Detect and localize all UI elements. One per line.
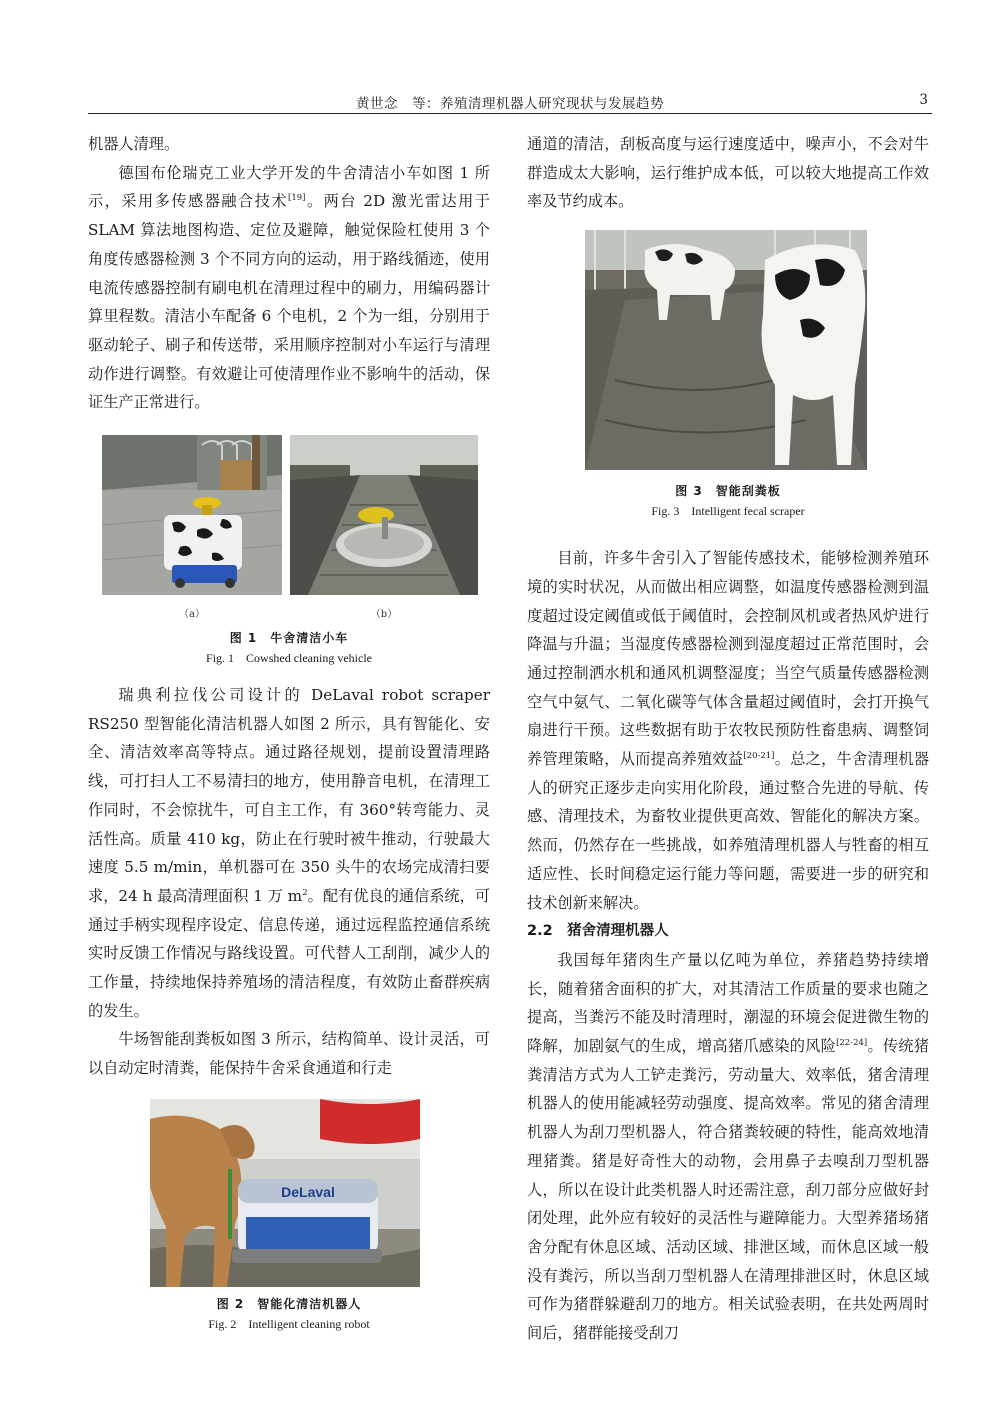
figure-2-caption-zh: 图 2 智能化清洁机器人 [216, 1296, 362, 1311]
figure-3-caption-zh: 图 3 智能刮粪板 [675, 484, 781, 499]
paragraph-pig-house: 我国每年猪肉生产量以亿吨为单位，养猪趋势持续增长，随着猪舍面积的扩大，对其清洁工作质量的要求也随之提高，当粪污不能及时清理时，潮湿的环境会促进微生物的降解，加剧氨气的生成，增高猪爪感染的风险[22-24]。传统猪粪清洁方式为人工铲走粪污，劳动量大、效率低，猪舍清理机器人的使用能减轻劳动强度、提高效率。常见的猪舍清理机器人为刮刀型机器人，符合猪粪较硬的特性，能高效地清理猪粪。猪是好奇性大的动物，会用鼻子去嗅刮刀型机器人，所以在设计此类机器人时还需注意，刮刀部分应做好封闭处理，此外应有较好的灵活性与避障能力。大型养猪场猪舍分配有休息区域、活动区域、排泄区域，而休息区域一般没有粪污，所以当刮刀型机器人在清理排泄区时，休息区域可作为猪群躲避刮刀的地方。相关试验表明，在共处两周时间后，猪群能接受刮刀 [527, 950, 930, 1343]
citation-20-21: [20-21] [743, 751, 775, 762]
figure-3 [527, 230, 929, 538]
superscript-2: 2 [302, 887, 308, 898]
paragraph-delaval: 瑞典利拉伐公司设计的 DeLaval robot scraper RS250 型智能化清洁机器人如图 2 所示，具有智能化、安全、清洁效率高等特点。通过路径规划，提前设置清理路线，可打扫人工不易清扫的地方，使用静音电机，在清理工作同时，不会惊扰牛，可自主工作，有 360°转弯能力、灵活性高。质量 410 kg，防止在行驶时被牛推动，行驶最大速度 5.5 m/min，单机器可在 350 头牛的农场完成清扫要求，24 h 最高清理面积 1 万 $m^2$。配有优良的通信系统，可通过手柄实现程序设定、信息传递，通过远程监控通信系统实时反馈工作情况与路线设置。可代替人工刮削，减少人的工作量，持续地保持养殖场的清洁程度，有效防止畜群疾病的发生。 [88, 686, 491, 1020]
running-header [88, 92, 932, 114]
figure-3-caption-en: Fig. 3 Intelligent fecal scraper [651, 504, 805, 519]
figure-2 [88, 1099, 490, 1337]
figure-1b-photo [290, 435, 478, 595]
figure-2-photo [150, 1099, 420, 1287]
paragraph-continuation: 机器人清理。 [88, 135, 180, 153]
figure-1 [88, 435, 490, 671]
paragraph-braunschweig: 德国布伦瑞克工业大学开发的牛舍清洁小车如图 1 所示，采用多传感器融合技术[19]。两台 2D 激光雷达用于 SLAM 算法地图构造、定位及避障，触觉保险杠使用 3 个角度传感器检测 3 个不同方向的运动，用于路线循迹，使用电流传感器控制有刷电机在清理过程中的刷力，用编码器计算里程数。清洁小车配备 6 个电机，2 个为一组，分别用于驱动轮子、刷子和传送带，采用顺序控制对小车运行与清理动作进行调整。有效避让可使清理作业不影响牛的活动，保证生产正常进行。 [88, 163, 490, 412]
paragraph-scraper-cont: 通道的清洁，刮板高度与运行速度适中，噪声小，不会对牛群造成太大影响，运行维护成本低，可以较大地提高工作效率及节约成本。 [527, 135, 929, 211]
citation-19: [19] [288, 193, 306, 204]
page-number: 3 [919, 92, 928, 108]
citation-22-24: [22-24] [836, 1038, 868, 1049]
section-heading-2-2: 2.2 猪舍清理机器人 [527, 923, 669, 940]
left-column [88, 130, 490, 1337]
figure-1a-label: （a） [179, 609, 205, 621]
figure-1-caption-zh: 图 1 牛舍清洁小车 [229, 631, 349, 646]
delaval-logo-text: DeLaval [281, 1183, 335, 1200]
figure-1a-photo [102, 435, 282, 595]
figure-3-photo [585, 230, 867, 470]
figure-1-caption-en: Fig. 1 Cowshed cleaning vehicle [206, 651, 372, 666]
paragraph-sensors: 目前，许多牛舍引入了智能传感技术，能够检测养殖环境的实时状况，从而做出相应调整，如温度传感器检测到温度超过设定阈值或低于阈值时，会控制风机或者热风炉进行降温与升温；当湿度传感器检测到湿度超过正常范围时，会通过控制洒水机和通风机调整湿度；当空气质量传感器检测空气中氨气、二氧化碳等气体含量超过阈值时，会打开换气扇进行干预。这些数据有助于农牧民预防性畜患病、调整饲养管理策略，从而提高养殖效益[20-21]。总之，牛舍清理机器人的研究正逐步走向实用化阶段，通过整合先进的导航、传感、清理技术，为畜牧业提供更高效、智能化的解决方案。然而，仍然存在一些挑战，如养殖清理机器人与牲畜的相互适应性、长时间稳定运行能力等问题，需要进一步的研究和技术创新来解决。 [527, 549, 930, 912]
paragraph-scraper-intro: 牛场智能刮粪板如图 3 所示，结构简单、设计灵活，可以自动定时清粪，能保持牛舍采食通道和行走 [88, 1030, 490, 1078]
running-title: 黄世念 等：养殖清理机器人研究现状与发展趋势 [356, 96, 664, 112]
figure-2-caption-en: Fig. 2 Intelligent cleaning robot [208, 1316, 370, 1331]
header-rule [88, 113, 932, 114]
right-column [527, 130, 929, 1348]
figure-1b-label: （b） [370, 609, 398, 621]
